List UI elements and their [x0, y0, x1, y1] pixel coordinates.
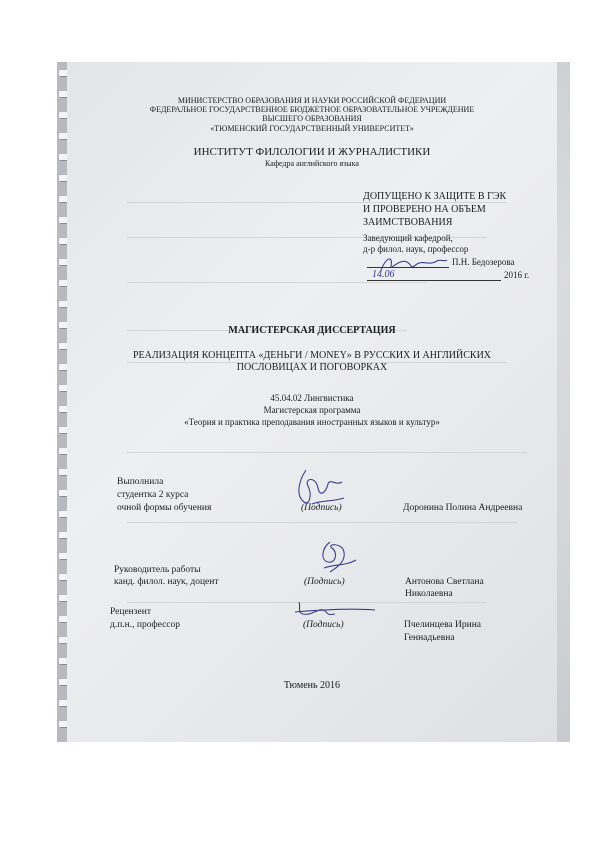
- university-name: «ТЮМЕНСКИЙ ГОСУДАРСТВЕННЫЙ УНИВЕРСИТЕТ»: [210, 124, 414, 133]
- author-signature-label: (Подпись): [301, 503, 342, 513]
- author-signature: [292, 466, 352, 508]
- reviewer-label-1: Рецензент: [110, 607, 151, 617]
- supervisor-label-2: канд. филол. наук, доцент: [114, 577, 219, 587]
- thesis-title-line-2: ПОСЛОВИЦАХ И ПОГОВОРКАХ: [236, 362, 388, 373]
- department-name: Кафедра английского языка: [265, 159, 359, 168]
- supervisor-name-1: Антонова Светлана: [405, 577, 484, 587]
- approval-handwritten-date: 14.06: [372, 269, 395, 280]
- specialty-code: 45.04.02 Лингвистика: [270, 393, 354, 403]
- city-year: Тюмень 2016: [283, 680, 341, 691]
- approval-line-2: И ПРОВЕРЕНО НА ОБЪЕМ: [363, 204, 486, 215]
- supervisor-label-1: Руководитель работы: [114, 565, 201, 575]
- approval-date-line: [367, 280, 501, 281]
- thesis-title-line-1: РЕАЛИЗАЦИЯ КОНЦЕПТА «ДЕНЬГИ / MONEY» В РУССКИХ И АНГЛИЙСКИХ: [132, 350, 492, 361]
- approval-name: П.Н. Бедозерова: [452, 257, 515, 267]
- institute-name: ИНСТИТУТ ФИЛОЛОГИИ И ЖУРНАЛИСТИКИ: [193, 146, 431, 158]
- approval-role: Заведующий кафедрой,: [363, 233, 453, 243]
- approval-year: 2016 г.: [504, 270, 530, 280]
- reviewer-name-1: Пчелинцева Ирина: [404, 620, 482, 630]
- reviewer-signature: [289, 598, 379, 620]
- approval-degree: д-р филол. наук, профессор: [363, 244, 469, 254]
- document-photo: [57, 62, 570, 742]
- approval-line-3: ЗАИМСТВОВАНИЯ: [363, 217, 453, 228]
- institution-type-line: ФЕДЕРАЛЬНОЕ ГОСУДАРСТВЕННОЕ БЮДЖЕТНОЕ ОБРАЗОВАТЕЛЬНОЕ УЧРЕЖДЕНИЕ: [149, 105, 475, 114]
- supervisor-name-2: Николаевна: [405, 589, 453, 599]
- supervisor-signature: [312, 538, 362, 578]
- approval-line-1: ДОПУЩЕНО К ЗАЩИТЕ В ГЭК: [363, 191, 507, 202]
- reviewer-label-2: д.п.н., профессор: [110, 620, 181, 630]
- author-label-2: студентка 2 курса: [117, 490, 189, 500]
- title-page: [67, 62, 557, 742]
- ministry-line: МИНИСТЕРСТВО ОБРАЗОВАНИЯ И НАУКИ РОССИЙСКОЙ ФЕДЕРАЦИИ: [177, 96, 447, 105]
- author-name: Доронина Полина Андреевна: [403, 503, 523, 513]
- program-name: «Теория и практика преподавания иностранных языков и культур»: [184, 417, 440, 427]
- author-label-3: очной формы обучения: [117, 503, 212, 513]
- reviewer-signature-label: (Подпись): [303, 620, 344, 630]
- approval-signature: [379, 252, 449, 274]
- higher-education-line: ВЫСШЕГО ОБРАЗОВАНИЯ: [262, 114, 362, 123]
- thesis-type: МАГИСТЕРСКАЯ ДИССЕРТАЦИЯ: [228, 325, 396, 336]
- author-label-1: Выполнила: [117, 477, 164, 487]
- reviewer-name-2: Геннадьевна: [404, 633, 455, 643]
- program-label: Магистерская программа: [263, 405, 361, 415]
- supervisor-signature-label: (Подпись): [304, 577, 345, 587]
